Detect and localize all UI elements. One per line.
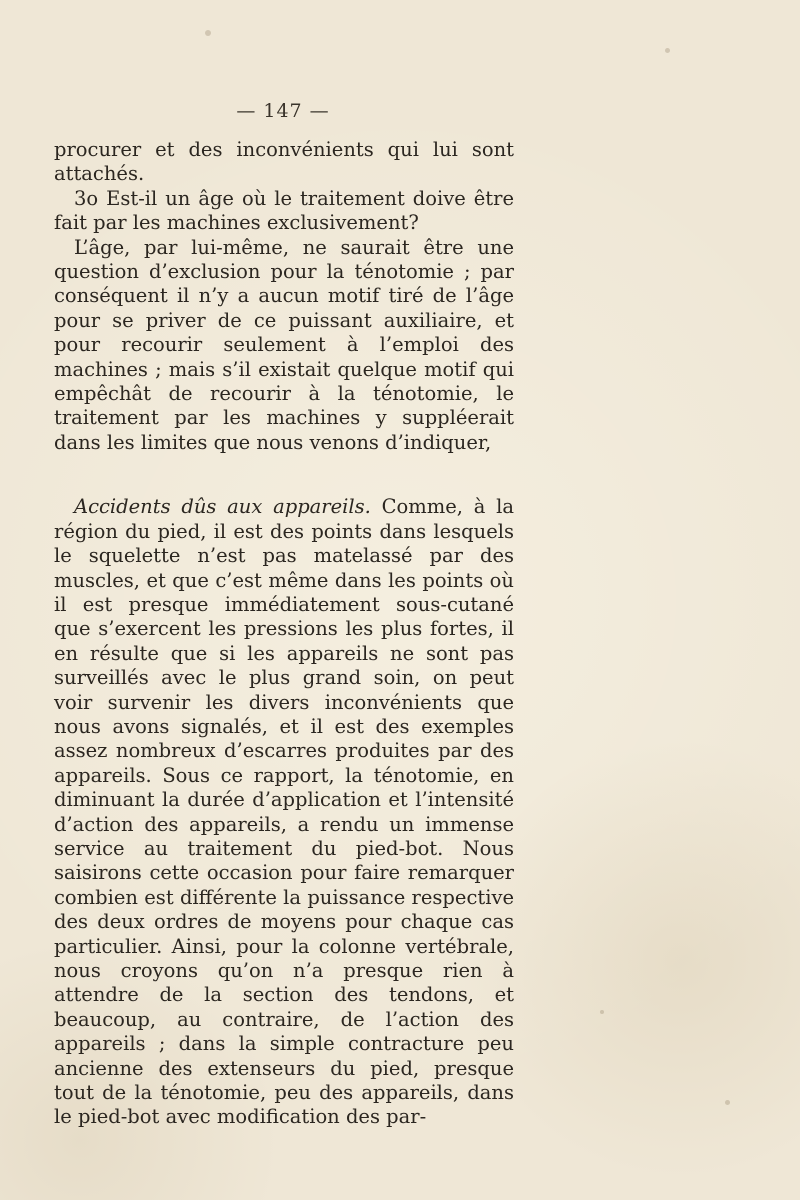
page-number: — 147 — [236, 100, 330, 122]
section-text: Comme, à la région du pied, il est des points dans lesquels le squelette n’est pas matelassé par des muscles, et que c’est même dans les points où il est presque immédiatement sous-cutané que s’exercent les pressions les plus fortes, il en résulte que si les appareils ne sont pas surveillés avec le plus grand soin, on peut voir survenir les divers inconvénients que nous avons signalés, et il est des exemples assez nombreux d’escarres produites par des appareils. Sous ce rapport, la ténotomie, en diminuant la durée d’application et l’intensité d’action des appareils, a rendu un immense service au traitement du pied-bot. Nous saisirons cette occasion pour faire remarquer combien est différente la puissance respective des deux ordres de moyens pour chaque cas particulier. Ainsi, pour la colonne vertébrale, nous croyons qu’on n’a presque rien à attendre de la section des tendons, et beaucoup, au contraire, de l’action des appareils ; dans la simple contracture peu ancienne des extenseurs du pied, presque tout de la ténotomie, peu des appareils, dans le pied-bot avec modification des par- [54, 495, 515, 1129]
body-text [54, 138, 514, 1130]
paragraph: procurer et des inconvénients qui lui sont attachés. [54, 138, 514, 186]
section-heading: Accidents dûs aux appareils. [74, 495, 371, 519]
paper-stain [725, 1100, 730, 1105]
paper-stain [665, 48, 670, 53]
paper-stain [600, 1010, 604, 1014]
section-paragraph [54, 495, 514, 1130]
paper-stain [205, 30, 211, 36]
paragraph: 3o Est-il un âge où le traitement doive être fait par les machines exclusivement? [54, 186, 514, 235]
paragraph: L’âge, par lui-même, ne saurait être une question d’exclusion pour la ténotomie ; par conséquent il n’y a aucun motif tiré de l’âge pour se priver de ce puissant auxiliaire, et pour recourir seulement à l’emploi des machines ; mais s’il existait quelque motif qui empêchât de recourir à la ténotomie, le traitement par les machines y suppléerait dans les limites que nous venons d’indiquer, [54, 235, 514, 454]
section-gap [54, 455, 514, 495]
